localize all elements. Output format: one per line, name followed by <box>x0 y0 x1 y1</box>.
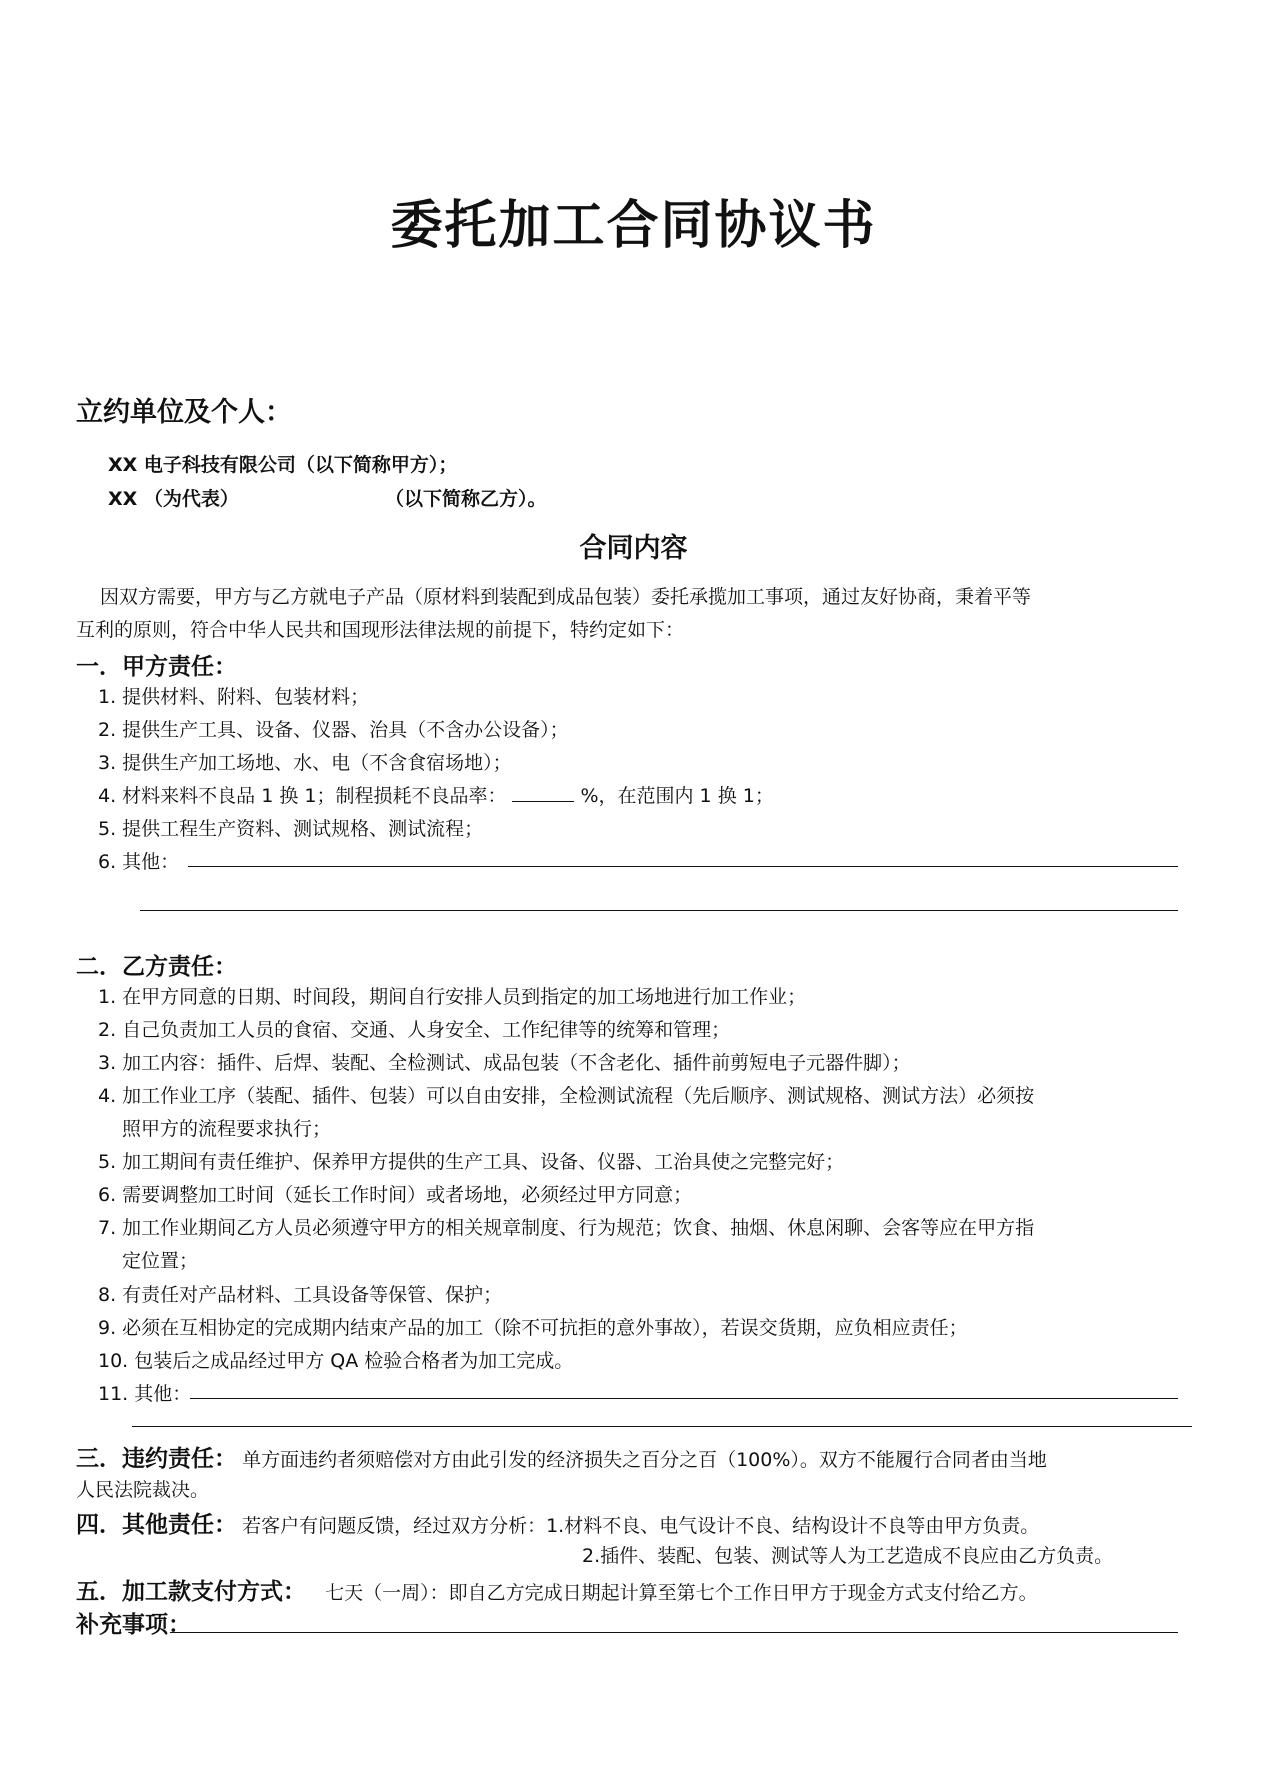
section2-item-4-cont: 照甲方的流程要求执行； <box>122 1118 332 1140</box>
section1-item-4-suffix: %，在范围内 1 换 1； <box>580 785 774 807</box>
section1-item-2: 2. 提供生产工具、设备、仪器、治具（不含办公设备）； <box>98 719 569 741</box>
section2-item-9: 9. 必须在互相协定的完成期内结束产品的加工（除不可抗拒的意外事故），若误交货期，应负相应责任； <box>98 1317 968 1339</box>
section2-heading: 二．乙方责任： <box>76 954 237 980</box>
section2-item-7-cont: 定位置； <box>122 1250 199 1272</box>
section3-heading: 三．违约责任： <box>76 1446 237 1472</box>
section2-other-line-2[interactable] <box>132 1426 1192 1427</box>
party-b-name: XX （为代表） <box>108 488 239 510</box>
section2-item-11: 11. 其他： <box>98 1383 192 1405</box>
section4-text-2: 2.插件、装配、包装、测试等人为工艺造成不良应由乙方负责。 <box>582 1545 1114 1567</box>
party-a: XX 电子科技有限公司（以下简称甲方）； <box>108 454 458 476</box>
section1-item-1: 1. 提供材料、附料、包装材料； <box>98 686 370 708</box>
section1-item-3: 3. 提供生产加工场地、水、电（不含食宿场地）； <box>98 752 512 774</box>
section1-other-line-2[interactable] <box>140 910 1178 911</box>
section1-item-6: 6. 其他： <box>98 851 180 873</box>
section2-other-line-1[interactable] <box>190 1398 1178 1399</box>
section3-text-1: 单方面违约者须赔偿对方由此引发的经济损失之百分之百（100%）。双方不能履行合同者由当地 <box>242 1449 1047 1471</box>
content-heading: 合同内容 <box>579 533 688 564</box>
section5-line <box>76 1573 1038 1606</box>
section5-heading: 五．加工款支付方式： <box>76 1579 306 1605</box>
defect-rate-blank[interactable] <box>512 787 574 802</box>
section1-other-line-1[interactable] <box>188 866 1178 867</box>
intro-line-1: 因双方需要，甲方与乙方就电子产品（原材料到装配到成品包装）委托承揽加工事项，通过友好协商，秉着平等 <box>100 586 1032 608</box>
parties-heading: 立约单位及个人： <box>76 397 292 428</box>
section2-item-6: 6. 需要调整加工时间（延长工作时间）或者场地，必须经过甲方同意； <box>98 1184 693 1206</box>
section2-item-10: 10. 包装后之成品经过甲方 QA 检验合格者为加工完成。 <box>98 1350 574 1372</box>
section2-item-8: 8. 有责任对产品材料、工具设备等保管、保护； <box>98 1284 503 1306</box>
supplement-line[interactable] <box>170 1632 1178 1633</box>
section2-item-3: 3. 加工内容：插件、后焊、装配、全检测试、成品包装（不含老化、插件前剪短电子元器件脚）； <box>98 1052 911 1074</box>
section2-item-4: 4. 加工作业工序（装配、插件、包装）可以自由安排，全检测试流程（先后顺序、测试规格、测试方法）必须按 <box>98 1085 1035 1107</box>
section4-line-1 <box>76 1506 1039 1539</box>
section1-heading: 一．甲方责任： <box>76 654 237 680</box>
supplement-heading: 补充事项： <box>76 1612 191 1638</box>
section3-line-1 <box>76 1440 1047 1473</box>
document-title: 委托加工合同协议书 <box>390 196 877 256</box>
section2-item-2: 2. 自己负责加工人员的食宿、交通、人身安全、工作纪律等的统筹和管理； <box>98 1019 731 1041</box>
party-b-suffix: （以下简称乙方）。 <box>385 488 547 510</box>
section4-heading: 四．其他责任： <box>76 1512 237 1538</box>
section1-item-5: 5. 提供工程生产资料、测试规格、测试流程； <box>98 818 484 840</box>
section4-text-1: 若客户有问题反馈，经过双方分析：1.材料不良、电气设计不良、结构设计不良等由甲方负责。 <box>242 1515 1040 1537</box>
section2-item-7: 7. 加工作业期间乙方人员必须遵守甲方的相关规章制度、行为规范；饮食、抽烟、休息闲聊、会客等应在甲方指 <box>98 1217 1035 1239</box>
section1-item-4-prefix: 4. 材料来料不良品 1 换 1；制程损耗不良品率： <box>98 785 507 807</box>
intro-line-2: 互利的原则，符合中华人民共和国现形法律法规的前提下，特约定如下： <box>76 619 685 641</box>
section5-text: 七天（一周）：即自乙方完成日期起计算至第七个工作日甲方于现金方式支付给乙方。 <box>325 1582 1038 1604</box>
section2-item-1: 1. 在甲方同意的日期、时间段，期间自行安排人员到指定的加工场地进行加工作业； <box>98 986 807 1008</box>
section1-item-4 <box>98 781 774 808</box>
section3-text-2: 人民法院裁决。 <box>76 1479 210 1501</box>
section2-item-5: 5. 加工期间有责任维护、保养甲方提供的生产工具、设备、仪器、工治具使之完整完好； <box>98 1151 845 1173</box>
